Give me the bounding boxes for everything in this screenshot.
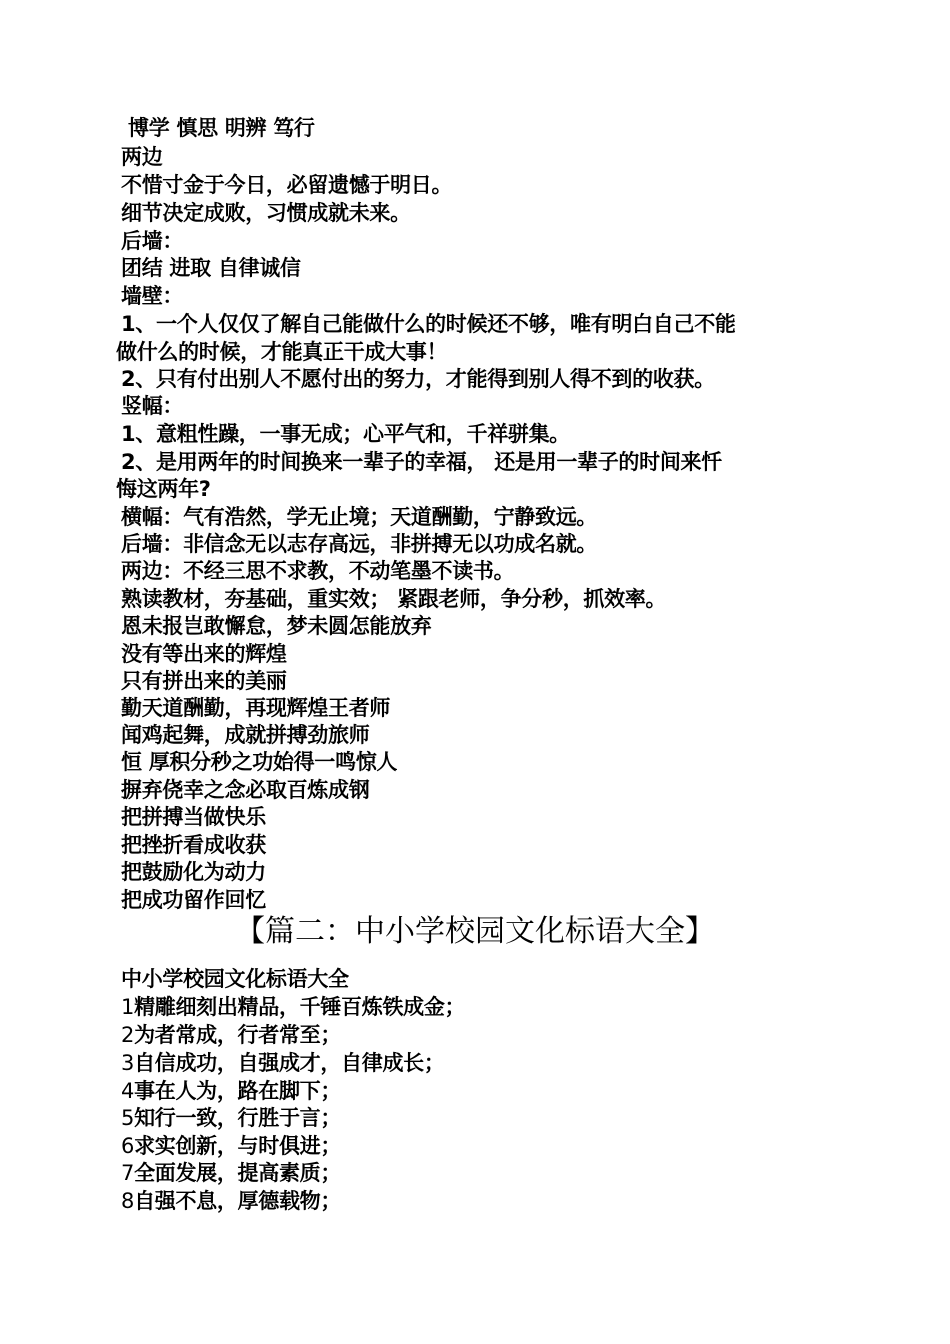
text-line: 摒弃侥幸之念必取百炼成钢 [121,778,370,802]
text-line: 后墙：非信念无以志存高远，非拼搏无以功成名就。 [121,532,598,556]
item-number: 3 [121,1051,135,1075]
text-line: 1、一个人仅仅了解自己能做什么的时候还不够，唯有明白自己不能 [121,312,736,336]
item-text: 精雕细刻出精品，千锤百炼铁成金； [134,995,466,1019]
item-text: 求实创新，与时俱进； [134,1134,342,1158]
item-text: 事在人为，路在脚下； [134,1079,342,1103]
item-number: 1 [121,995,135,1019]
text-line: 1、意粗性躁，一事无成；心平气和，千祥骈集。 [121,422,571,446]
text-line: 把鼓励化为动力 [121,860,266,884]
text-line: 把挫折看成收获 [121,833,266,857]
item-text: 知行一致，行胜于言； [134,1106,342,1130]
text-line: 2、只有付出别人不愿付出的努力，才能得到别人得不到的收获。 [121,367,715,391]
list-item [121,1132,341,1160]
list-item [121,1187,341,1215]
text-line: 2、是用两年的时间换来一辈子的幸福， 还是用一辈子的时间来忏 [121,450,722,474]
text-line: 做什么的时候，才能真正干成大事！ [116,340,448,364]
text-line: 横幅：气有浩然，学无止境；天道酬勤，宁静致远。 [121,505,598,529]
text-line: 恒 厚积分秒之功始得一鸣惊人 [121,750,398,774]
item-text: 自信成功，自强成才，自律成长； [134,1051,445,1075]
item-text: 为者常成，行者常至； [134,1023,342,1047]
item-text: 自强不息，厚德载物； [134,1189,342,1213]
text-line: 不惜寸金于今日，必留遗憾于明日。 [121,173,453,197]
text-line: 细节决定成败，习惯成就未来。 [121,201,411,225]
item-text: 全面发展，提高素质； [134,1161,342,1185]
section-title: 【篇二：中小学校园文化标语大全】 [235,914,715,949]
text-line: 把成功留作回忆 [121,888,266,912]
list-item [121,1159,341,1187]
text-line: 悔这两年? [116,477,211,501]
text-line: 博学 慎思 明辨 笃行 [128,116,315,140]
list-item [121,1104,341,1132]
text-line: 闻鸡起舞，成就拼搏劲旅师 [121,723,370,747]
text-line: 两边：不经三思不求教，不动笔墨不读书。 [121,559,515,583]
list-item [121,1049,445,1077]
item-number: 8 [121,1189,135,1213]
text-line: 勤天道酬勤，再现辉煌王者师 [121,696,391,720]
text-line: 恩未报岂敢懈怠，梦未圆怎能放弃 [121,614,432,638]
text-line: 团结 进取 自律诚信 [121,256,301,280]
item-number: 7 [121,1161,135,1185]
text-line: 熟读教材，夯基础，重实效； 紧跟老师，争分秒，抓效率。 [121,587,667,611]
item-number: 2 [121,1023,135,1047]
list-item [121,1021,341,1049]
text-line: 竖幅： [121,394,184,418]
item-number: 4 [121,1079,135,1103]
text-line: 墙壁： [121,284,184,308]
list-item [121,1077,341,1105]
text-line: 把拼搏当做快乐 [121,805,266,829]
text-line: 只有拼出来的美丽 [121,669,287,693]
text-line: 后墙： [121,229,184,253]
item-number: 6 [121,1134,135,1158]
item-number: 5 [121,1106,135,1130]
list-item [121,993,465,1021]
text-line: 两边 [121,145,163,169]
text-line: 没有等出来的辉煌 [121,642,287,666]
section-heading: 中小学校园文化标语大全 [121,967,349,991]
